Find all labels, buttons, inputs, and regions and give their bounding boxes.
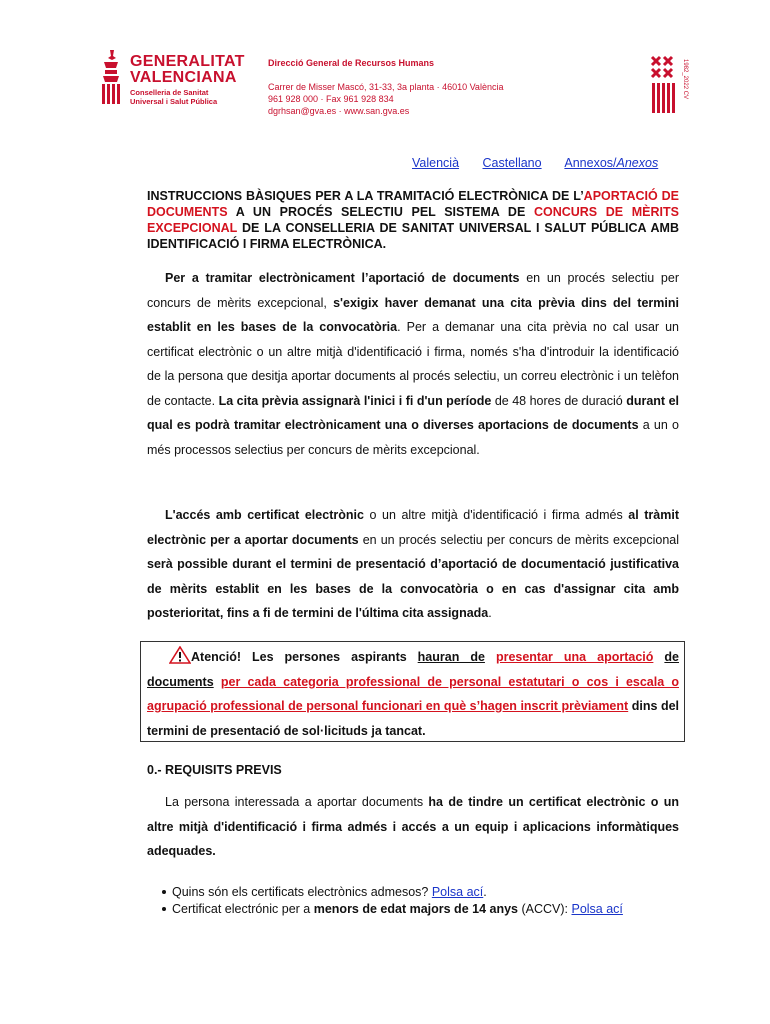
text: dins del termini de presentació de sol·licituds ja tancat. [147, 699, 680, 738]
text: Certificat electrónic per a [172, 902, 314, 916]
title-highlight: APORTACIÓ DE DOCUMENTS [147, 189, 679, 219]
text: . Per a demanar una cita prèvia no cal usar un certificat electrònic o un altre mitjà d'identificació i firma, només s'ha d'introduir la identificació de la persona que desitja aportar documents al procés selectiu, un correu electrònic i un telèfon de contacte. [147, 320, 679, 408]
paragraph-cita-previa [147, 266, 679, 462]
link-annexos-label: Annexos/ [564, 156, 617, 170]
title-highlight: CONCURS DE MÈRITS EXCEPCIONAL [147, 205, 679, 235]
text-underline: hauran de [417, 650, 485, 664]
text: Quins són els certificats electrònics admesos? [172, 885, 432, 899]
title-part: A UN PROCÉS SELECTIU PEL SISTEMA DE [227, 205, 534, 219]
list-item [172, 901, 672, 917]
warning-triangle-icon [169, 646, 191, 664]
text: o un altre mitjà d'identificació i firma admés [363, 508, 629, 522]
text-bold: L'accés amb certificat electrònic [165, 508, 364, 522]
address-line: Carrer de Misser Mascó, 31-33, 3a planta · 46010 València [268, 82, 504, 92]
text-bold: La cita prèvia assignarà l'inici i fi d'un període [218, 393, 492, 408]
address-block [268, 81, 503, 117]
link-annexos[interactable] [564, 156, 658, 170]
text-bold: menors de edat majors de 14 anys [313, 902, 518, 916]
text: . [488, 606, 492, 620]
email-line: dgrhsan@gva.es · www.san.gva.es [268, 106, 410, 116]
text-red-underline: per cada categoria professional de personal estatutari o cos i escala o agrupació professional de personal funcionari en què s’hagen inscrit prèviament [147, 674, 679, 713]
text-bold: serà possible durant el termini de presentació d’aportació de documentació justificativa de mèrits establit en les bases de la convocatòria o en cas d'assignar cita amb posterioritat, fins a fi de termini de l'última cita assignada [147, 557, 679, 620]
text: a un o més processos selectius per concurs de mèrits excepcional. [147, 418, 680, 457]
text-bold: Per a tramitar electrònicament l’aportació de documents [165, 271, 520, 285]
text-bold: s'exigix haver demanat una cita prèvia dins del termini establit en les bases de la convocatòria [147, 295, 679, 334]
language-links [412, 156, 658, 170]
link-castellano[interactable]: Castellano [482, 156, 542, 170]
logo-sub-line1: Conselleria de Sanitat [130, 88, 209, 97]
direction-name: Direcció General de Recursos Humans [268, 58, 435, 68]
generalitat-logo [100, 48, 245, 118]
title-part: INSTRUCCIONS BÀSIQUES PER A LA TRAMITACIÓ ELECTRÒNICA DE L’ [147, 189, 584, 203]
warning-text [147, 645, 679, 743]
link-anexos-label: Anexos [616, 156, 659, 170]
list-item [172, 884, 672, 900]
text [485, 650, 496, 664]
text: de 48 hores de duració [491, 393, 627, 408]
paragraph-requisits [147, 790, 679, 864]
paragraph-acces-certificat [147, 503, 679, 626]
bullet-icon [162, 890, 166, 894]
text-bold: ha de tindre un certificat electrònic o un altre mitjà d'identificació i firma admés i accés a un equip i aplicacions informàtiques adequades. [147, 795, 679, 858]
text-red-underline: presentar una aportació [495, 650, 654, 664]
section-heading: 0.- REQUISITS PREVIS [147, 763, 282, 777]
text: . [483, 885, 487, 899]
phone-line: 961 928 000 · Fax 961 928 834 [268, 94, 394, 104]
text-bold: al tràmit electrònic per a aportar documents [147, 508, 679, 547]
document-title [147, 188, 679, 252]
generalitat-bat-icon [100, 48, 122, 108]
logo-sub-line2: Universal i Salut Pública [130, 97, 218, 106]
logo-name-line2: VALENCIANA [130, 69, 237, 86]
text: La persona interessada a aportar documents [165, 795, 429, 809]
anniversary-mark-icon [650, 55, 690, 115]
text: en un procés selectiu per concurs de mèrits excepcional, [147, 271, 680, 310]
text-underline: de documents [147, 650, 679, 689]
text [653, 650, 664, 664]
polsa-aci-link[interactable]: Polsa ací [431, 885, 484, 899]
title-part: DE LA CONSELLERIA DE SANITAT UNIVERSAL I SALUT PÚBLICA AMB IDENTIFICACIÓ I FIRMA ELECTRÒNICA. [147, 221, 679, 251]
polsa-aci-link[interactable]: Polsa ací [571, 902, 623, 916]
link-valencia[interactable]: Valencià [412, 156, 460, 170]
text [214, 675, 221, 689]
text-bold: durant el qual es podrà tramitar electrònicament una o diverses aportacions de documents [147, 393, 679, 432]
text: Atenció! Les persones aspirants [191, 650, 418, 664]
bullet-icon [162, 907, 166, 911]
anniversary-text: 1982_2022 CV [682, 59, 688, 100]
logo-name-line1: GENERALITAT [130, 53, 245, 70]
text: (ACCV): [518, 902, 572, 916]
text: en un procés selectiu per concurs de mèrits excepcional [358, 532, 680, 547]
